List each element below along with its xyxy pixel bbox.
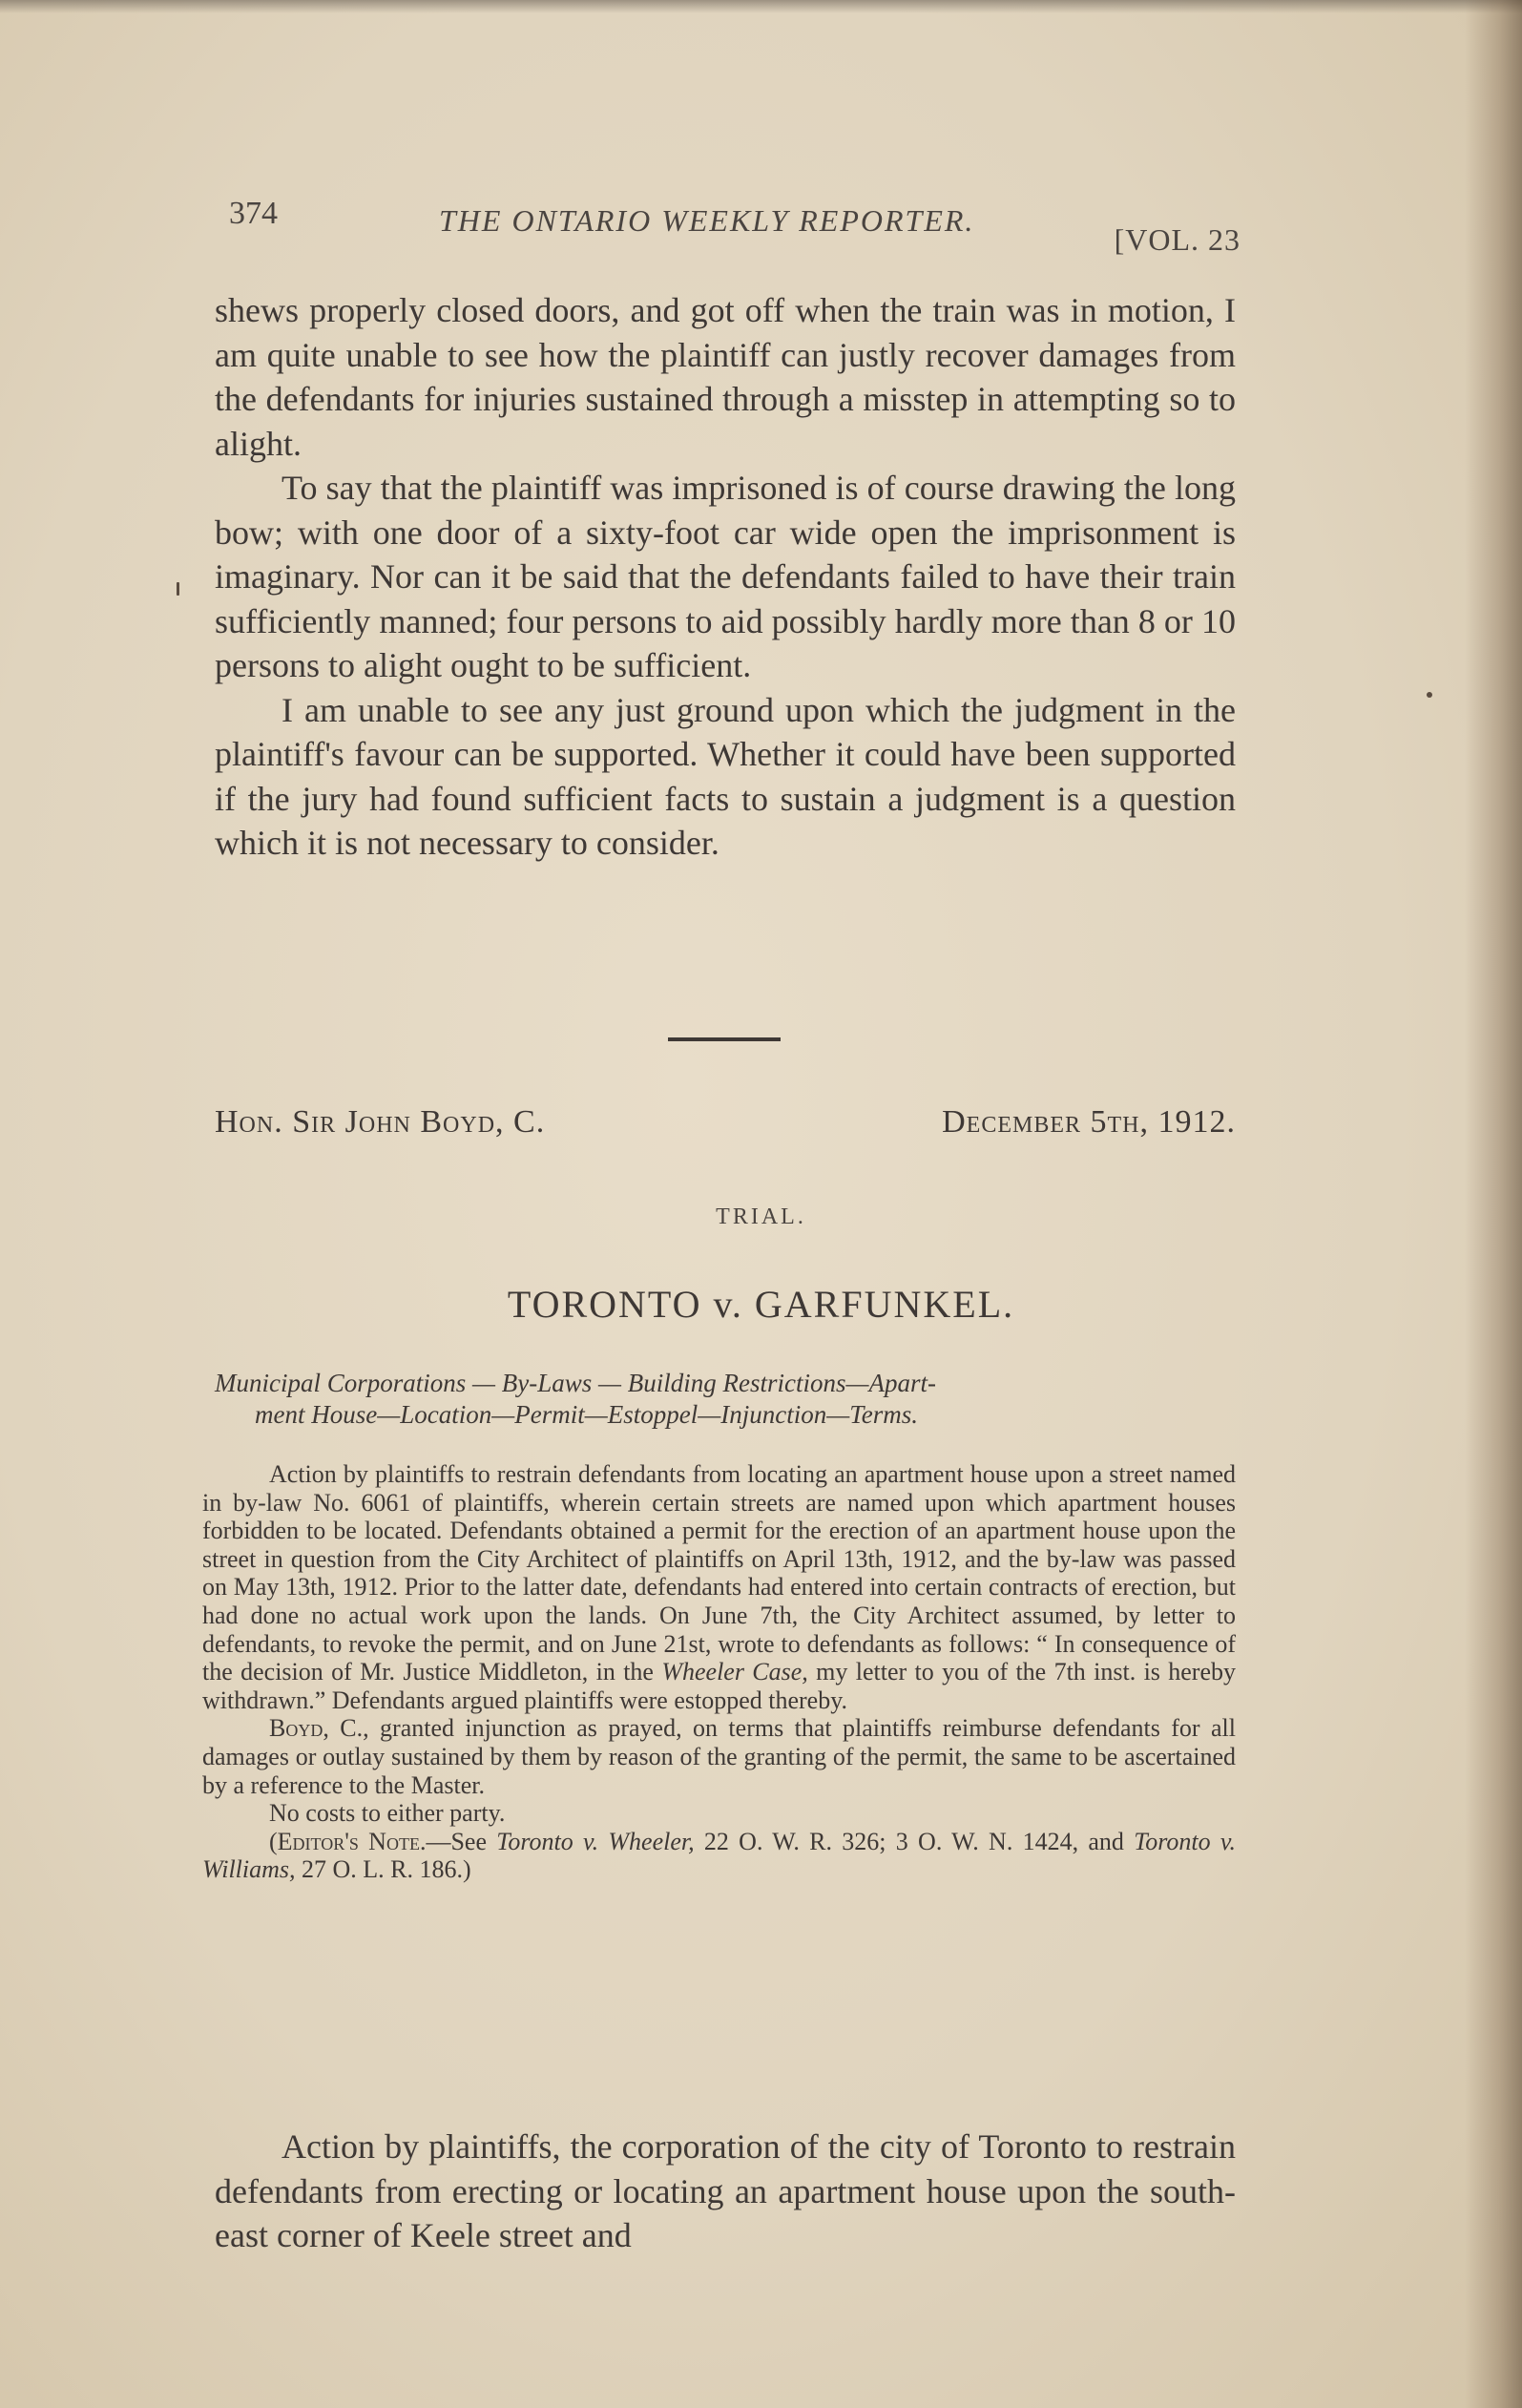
page-number: 374 — [229, 196, 278, 231]
editor-open: ( — [269, 1827, 278, 1855]
decision-date: December 5th, 1912. — [942, 1104, 1236, 1140]
opening-paragraph: Action by plaintiffs, the corporation of the city of Toronto to restrain defendants from erecting or locating an apartment house upon the south-east corner of Keele street and — [215, 2127, 1236, 2254]
volume-label: [VOL. 23 — [1114, 222, 1241, 257]
proceeding-type: TRIAL. — [716, 1204, 806, 1229]
opinion-paragraph: shews properly closed doors, and got off when the train was in motion, I am quite unable to see how the plaintiff can justly recover damages from the defendants for injuries sustained through a misstep in attempting so to alight. — [215, 291, 1236, 463]
summary-text-end: my letter to you of the 7th inst. is hereby withdrawn.” Defendants argued plaintiffs were estopped thereby. — [202, 1658, 1237, 1714]
headnote-line: ment House—Location—Permit—Estoppel—Injunction—Terms. — [255, 1400, 918, 1429]
page-shadow-top — [0, 0, 1522, 13]
case-title: TORONTO v. GARFUNKEL. — [507, 1283, 1015, 1326]
running-title: THE ONTARIO WEEKLY REPORTER. — [439, 203, 975, 238]
opening-text — [215, 2125, 1236, 2258]
holding-text: granted injunction as prayed, on terms that plaintiffs reimburse defendants for all damages or outlay sustained by them by reason of the granting of the permit, the same to be ascertained by a reference to the Master. — [202, 1714, 1236, 1799]
editor-case-ref: Toronto v. Williams, — [202, 1827, 1237, 1884]
editor-see: —See — [426, 1827, 487, 1855]
costs-paragraph: No costs to either party. — [269, 1799, 506, 1828]
ink-speck — [177, 582, 179, 596]
summary-case-ref: Wheeler Case, — [661, 1658, 808, 1686]
headnote — [215, 1368, 1236, 1431]
summary-text: Action by plaintiffs to restrain defendants from locating an apartment house upon a street named in by-law No. 6061 of plaintiffs, wherein certain streets are named upon which apartment houses forbidden to be located. Defendants obtained a permit for the erection of an apartment house upon the street in question from the City Architect of plaintiffs on April 13th, 1912, and the by-law was passed on May 13th, 1912. Prior to the latter date, defendants had entered into certain contracts of erection, but had done no actual work upon the lands. On June 7th, the City Architect assumed, by letter to defendants, to revoke the permit, and on June 21st, wrote to defendants as follows: “ In consequence of the decision of Mr. Justice Middleton, in the — [202, 1460, 1236, 1686]
editor-citation: 27 O. L. R. 186.) — [302, 1855, 471, 1884]
opinion-paragraph: I am unable to see any just ground upon which the judgment in the plaintiff's favour can be supported. Whether it could have been supported if the jury had found sufficient facts to sustain a judgment is a question which it is not necessary to consider. — [215, 690, 1236, 862]
holding-judge: Boyd, C., — [269, 1714, 369, 1743]
ink-speck — [1427, 692, 1432, 698]
holding-paragraph — [202, 1714, 1236, 1799]
page-header — [229, 196, 1241, 272]
summary-paragraph — [202, 1460, 1236, 1714]
case-summary — [202, 1460, 1236, 1884]
judge-name: Hon. Sir John Boyd, C. — [215, 1104, 546, 1140]
editor-case-ref: Toronto v. Wheeler, — [496, 1827, 695, 1855]
section-divider — [668, 1037, 781, 1041]
editor-label: Editor's Note. — [277, 1827, 427, 1855]
opinion-text — [215, 288, 1236, 866]
editor-citation: 22 O. W. R. 326; 3 O. W. N. 1424, and — [703, 1827, 1124, 1855]
opinion-paragraph: To say that the plaintiff was imprisoned is of course drawing the long bow; with one door of a sixty-foot car wide open the imprisonment is imaginary. Nor can it be said that the defendants failed to have their train sufficiently manned; four persons to aid possibly hardly more than 8 or 10 persons to alight ought to be sufficient. — [215, 469, 1236, 684]
judge-date-line — [215, 1104, 1236, 1152]
headnote-line: Municipal Corporations — By-Laws — Building Restrictions—Apart- — [215, 1369, 937, 1397]
editor-note — [202, 1828, 1236, 1884]
